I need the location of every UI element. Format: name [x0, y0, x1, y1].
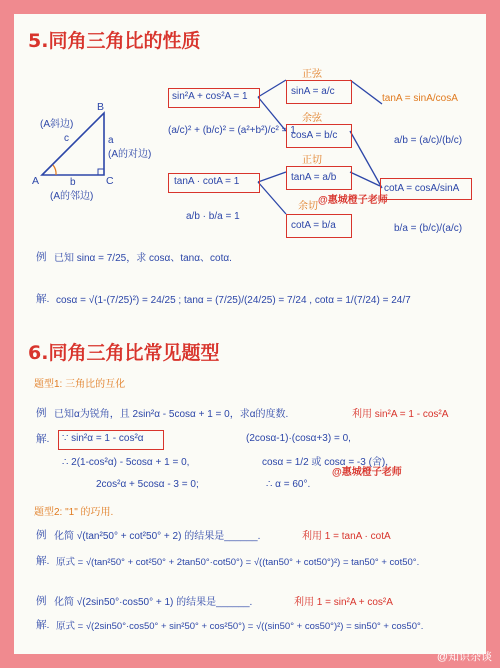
ex1-hint: 利用 sin²A = 1 - cos²A	[352, 409, 449, 420]
sine-formula: sinA = a/c	[291, 86, 335, 97]
sol3-text: 原式 = √(2sin50°·cos50° + sin²50° + cos²50°) = √((sin50° + cos50°)²) = sin50° + cos50°.	[56, 621, 424, 632]
cotangent-tag: 余切	[298, 201, 318, 212]
example-text: 已知 sinα = 7/25，求 cosα、tanα、cotα.	[54, 253, 232, 264]
author-watermark: @惠城橙子老师	[318, 195, 388, 206]
tangent-formula: tanA = a/b	[291, 172, 337, 183]
tan-cot-derivation: a/b · b/a = 1	[186, 211, 240, 222]
sol1-right2: cosα = 1/2 或 cosα = -3 (舍),	[262, 457, 389, 468]
ex1-text: 已知α为锐角，且 2sin²α - 5cosα + 1 = 0，求α的度数.	[54, 409, 289, 420]
sol2-text: 原式 = √(tan²50° + cot²50° + 2tan50°·cot50°) = √((tan50° + cot50°)²) = tan50° + cot50°.	[56, 557, 420, 568]
cotangent-formula: cotA = b/a	[291, 220, 336, 231]
cosine-formula: cosA = b/c	[291, 130, 338, 141]
ex2-label: 例	[36, 529, 47, 541]
sol1-label: 解.	[36, 433, 50, 445]
ex1-label: 例	[36, 407, 47, 419]
sol3-label: 解.	[36, 619, 50, 631]
vertex-c: C	[106, 175, 114, 187]
connector-tan-cot	[350, 172, 380, 186]
ex2-text: 化简 √(tan²50° + cot²50° + 2) 的结果是______.	[54, 531, 261, 542]
ex3-text: 化简 √(2sin50°·cos50° + 1) 的结果是______.	[54, 597, 253, 608]
connector-sin-tan	[350, 80, 382, 104]
sol2-label: 解.	[36, 555, 50, 567]
example-label: 例	[36, 251, 47, 263]
cot-ratio: cotA = cosA/sinA	[384, 183, 460, 194]
cot-ratio-derivation: b/a = (b/c)/(a/c)	[394, 223, 463, 234]
opposite-label: (A的对边)	[108, 149, 152, 160]
tan-ratio-derivation: a/b = (a/c)/(b/c)	[394, 135, 463, 146]
tangent-tag: 正切	[302, 155, 322, 166]
sol1-line3: 2cos²α + 5cosα - 3 = 0;	[96, 479, 199, 490]
sol1-right3: ∴ α = 60°.	[266, 479, 311, 490]
vertex-b: B	[97, 101, 105, 113]
sol1-right1: (2cosα-1)·(cosα+3) = 0,	[246, 433, 351, 444]
side-c: c	[64, 133, 69, 144]
pythag-identity: sin²A + cos²A = 1	[172, 91, 248, 102]
solution-label: 解.	[36, 293, 50, 305]
vertex-a: A	[32, 175, 40, 187]
sol1-line2: ∴ 2(1-cos²α) - 5cosα + 1 = 0,	[62, 457, 190, 468]
right-angle-mark	[98, 169, 104, 175]
section6-title: 6.同角三角比常见题型	[28, 342, 220, 364]
tan-ratio: tanA = sinA/cosA	[382, 93, 458, 104]
cosine-tag: 余弦	[302, 113, 322, 124]
pythag-derivation: (a/c)² + (b/c)² = (a²+b²)/c² = 1	[168, 125, 296, 136]
hypotenuse-label: (A斜边)	[40, 119, 74, 130]
ex3-label: 例	[36, 595, 47, 607]
section5-title: 5.同角三角比的性质	[28, 30, 201, 52]
side-a: a	[108, 135, 114, 146]
connector-sin	[258, 80, 286, 97]
adjacent-label: (A的邻边)	[50, 191, 94, 202]
sol1-given: ∵ sin²α = 1 - cos²α	[62, 433, 144, 444]
author-watermark-2: @惠城橙子老师	[332, 467, 402, 478]
connector-cot	[258, 182, 286, 214]
type2-label: 题型2: "1" 的巧用.	[34, 507, 114, 518]
ex3-hint: 利用 1 = sin²A + cos²A	[294, 597, 393, 608]
worksheet	[14, 14, 486, 654]
sine-tag: 正弦	[302, 69, 322, 80]
type1-label: 题型1: 三角比的互化	[34, 379, 126, 390]
footer-watermark: @知识杂谈	[436, 651, 492, 663]
solution-text: cosα = √(1-(7/25)²) = 24/25 ; tanα = (7/25)/(24/25) = 7/24 , cotα = 1/(7/24) = 24/7	[56, 295, 411, 306]
tan-cot-identity: tanA · cotA = 1	[174, 176, 240, 187]
side-b: b	[70, 177, 76, 188]
connector-tan	[258, 172, 286, 182]
angle-arc	[53, 165, 56, 175]
ex2-hint: 利用 1 = tanA · cotA	[302, 531, 391, 542]
